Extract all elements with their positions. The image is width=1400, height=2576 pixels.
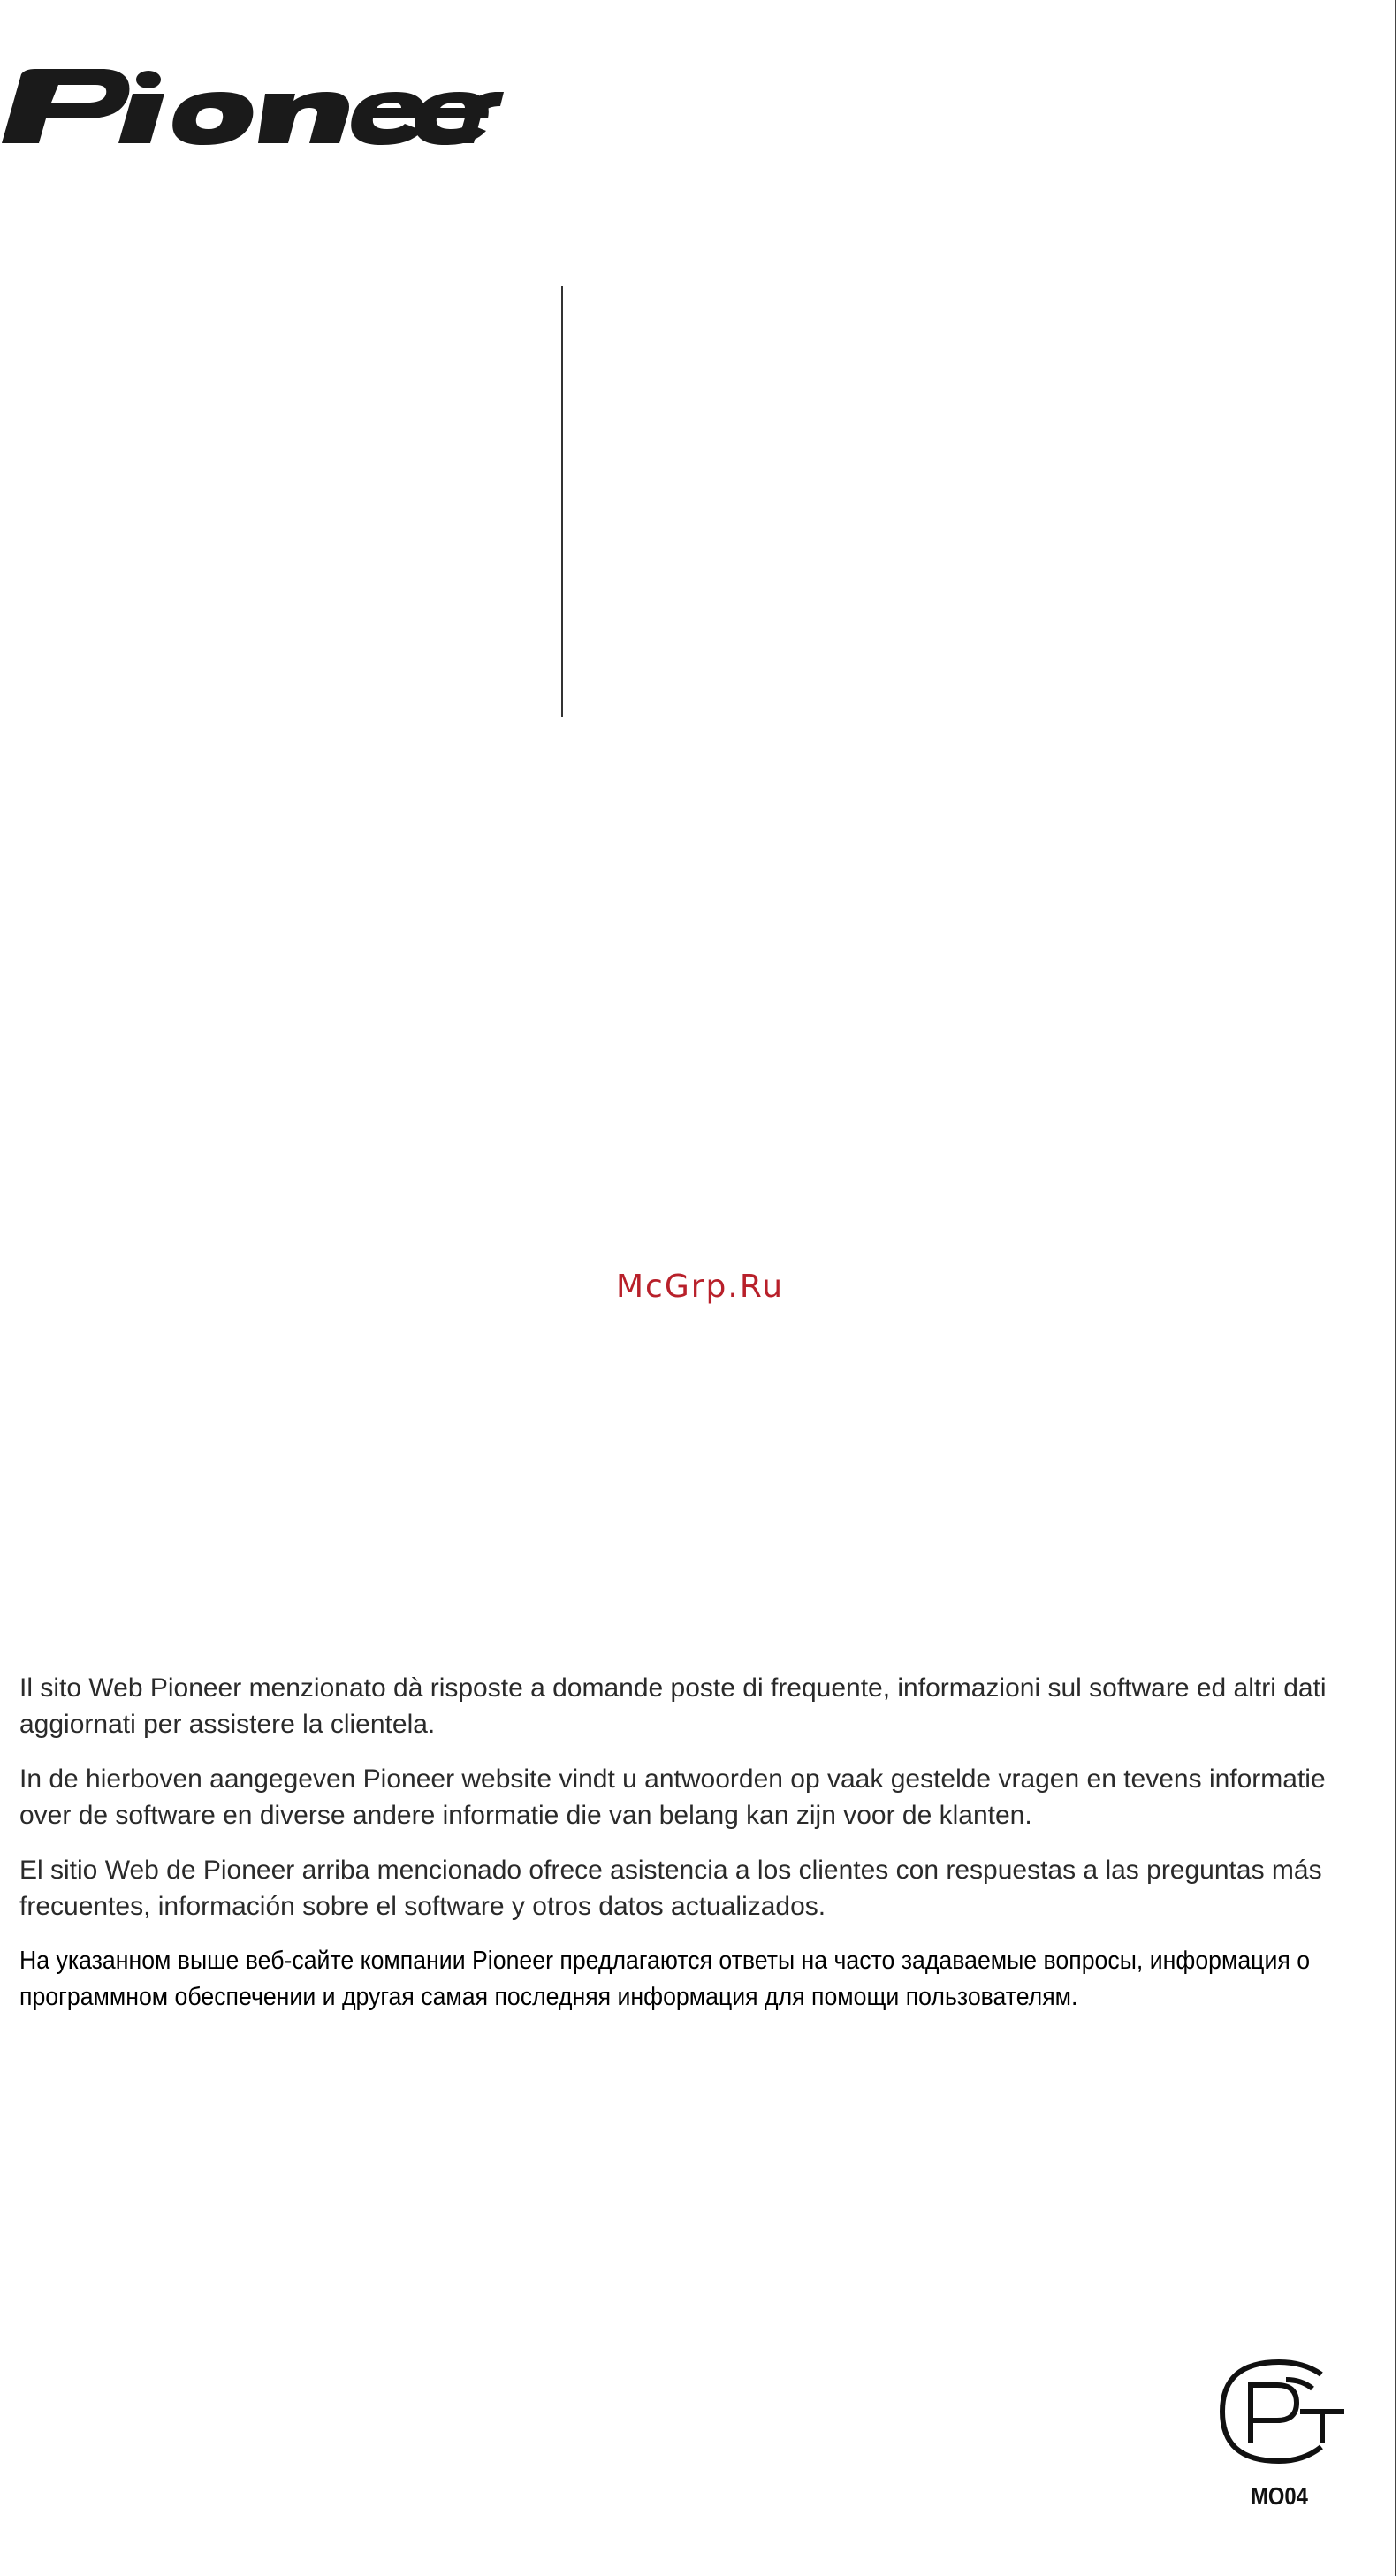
gost-r-certification-icon [1215,2359,1352,2465]
notice-russian: На указанном выше веб-сайте компании Pioneer предлагаются ответы на часто задаваемые вопросы, информация о программном обеспечении и другая самая последняя информация для помощи пользователям. [19,1947,1311,2011]
support-notices [19,1670,1381,2034]
notice-italian: Il sito Web Pioneer menzionato dà risposte a domande poste di frequente, informazioni sul software ed altri dati aggiornati per assistere la clientela. [19,1673,1327,1739]
vertical-divider-line [561,286,563,717]
notice-spanish: El sitio Web de Pioneer arriba mencionado ofrece asistencia a los clientes con respuestas a las preguntas más frecuentes, información sobre el software y otros datos actualizados. [19,1856,1322,1921]
watermark-text: McGrp.Ru [615,1269,785,1305]
notice-dutch: In de hierboven aangegeven Pioneer website vindt u antwoorden op vaak gestelde vragen en tevens informatie over de software en diverse andere informatie die van belang kan zijn voor de klanten. [19,1764,1326,1830]
certification-code: MO04 [1251,2482,1308,2510]
pioneer-logo [0,67,504,147]
